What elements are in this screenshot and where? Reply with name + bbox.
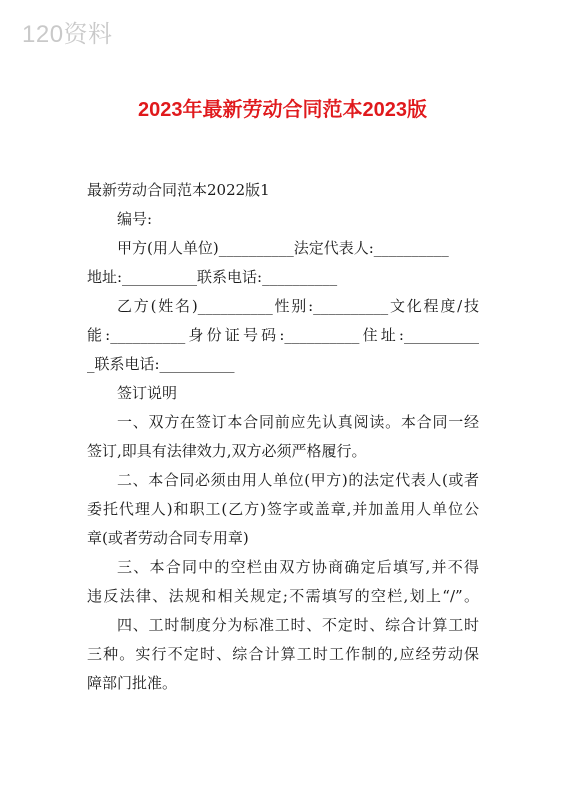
paragraph-4-line-3: 障部门批准。 [87,674,178,692]
paragraph-2-line-3: 章(或者劳动合同专用章) [87,529,249,547]
paragraph-3-line-1: 三、本合同中的空栏由双方协商确定后填写,并不得 [117,558,479,576]
party-b-line: 乙方(姓名)__________性别:__________文化程度/技 [117,297,479,315]
contact-line: _联系电话:__________ [87,355,235,373]
subtitle-line: 最新劳动合同范本2022版1 [87,181,270,199]
document-body [87,176,479,698]
number-line: 编号: [117,210,153,228]
paragraph-2-line-1: 二、本合同必须由用人单位(甲方)的法定代表人(或者 [117,471,479,489]
paragraph-1-line-2: 签订,即具有法律效力,双方必须严格履行。 [87,442,367,460]
paragraph-4-line-1: 四、工时制度分为标准工时、不定时、综合计算工时 [117,616,479,634]
paragraph-1-line-1: 一、双方在签订本合同前应先认真阅读。本合同一经 [117,413,479,431]
paragraph-4-line-2: 三种。实行不定时、综合计算工时工作制的,应经劳动保 [87,645,479,663]
paragraph-2-line-2: 委托代理人)和职工(乙方)签字或盖章,并加盖用人单位公 [87,500,479,518]
document-title: 2023年最新劳动合同范本2023版 [138,99,427,121]
address-line: 地址:__________联系电话:__________ [87,268,338,286]
skill-id-line: 能:__________身份证号码:__________住址:__________ [87,326,479,344]
signing-notes-heading: 签订说明 [117,384,178,402]
paragraph-3-line-2: 违反法律、法规和相关规定;不需填写的空栏,划上“/”。 [87,587,479,605]
watermark: 120资料 [22,21,113,48]
party-a-line: 甲方(用人单位)__________法定代表人:__________ [117,239,449,257]
